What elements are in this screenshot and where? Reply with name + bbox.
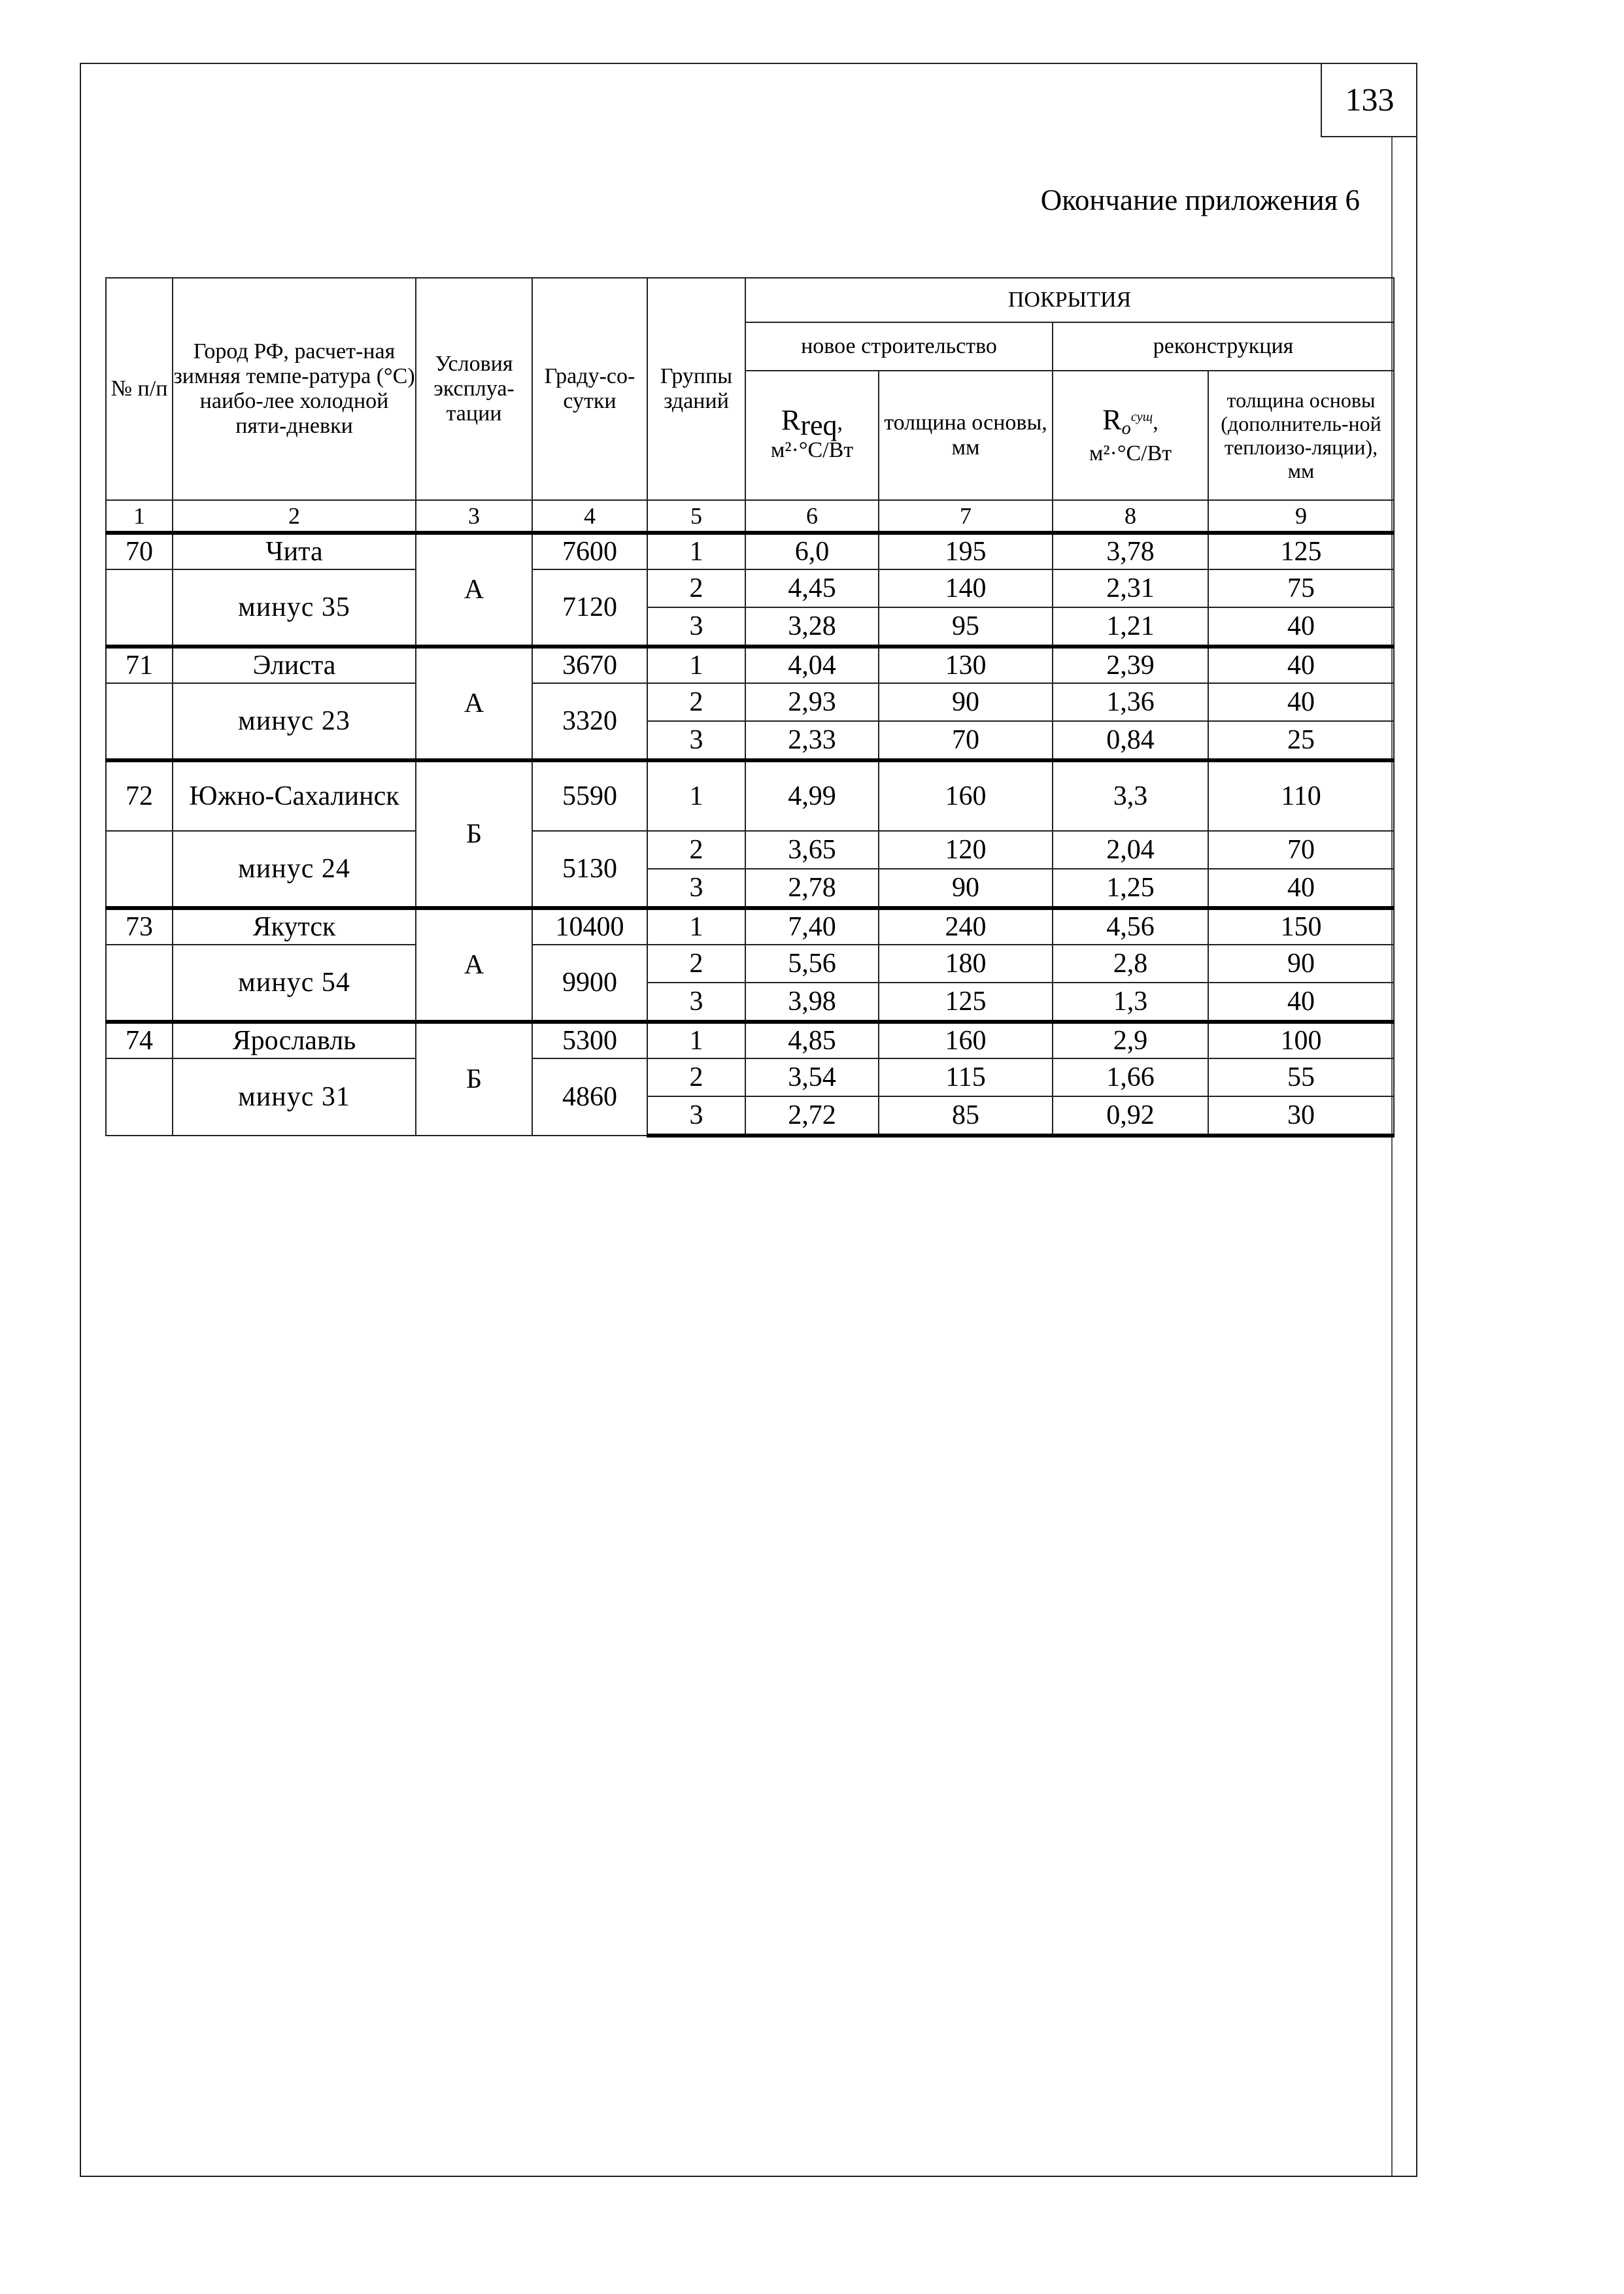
winter-temperature: минус 54 [173,945,416,1022]
thickness-reconstruction-value: 75 [1208,569,1394,607]
header-thickness-reconstruction: толщина основы (дополнитель-ной теплоизо-ляции), мм [1208,371,1394,500]
degree-days: 7120 [532,569,647,647]
r-existing-value: 2,39 [1053,647,1208,683]
r-existing-value: 2,8 [1053,945,1208,983]
thickness-reconstruction-value: 150 [1208,908,1394,945]
header-ro-existing: $R_o^{сущ}$, м²·°С/Вт [1053,371,1208,500]
r-existing-value: 4,56 [1053,908,1208,945]
row-number: 70 [106,533,173,569]
r-req-value: 2,93 [745,683,879,721]
header-new-construction: новое строительство [745,322,1053,371]
r-req-value: 4,99 [745,760,879,831]
row-number-empty [106,831,173,908]
thickness-new-value: 125 [879,983,1053,1022]
header-reconstruction: реконструкция [1053,322,1394,371]
winter-temperature: минус 31 [173,1058,416,1136]
thickness-reconstruction-value: 40 [1208,647,1394,683]
ro-units: м²·°С/Вт [1089,441,1172,466]
appendix-title: Окончание приложения 6 [1040,184,1360,216]
header-num: № п/п [106,278,173,500]
thickness-reconstruction-value: 100 [1208,1022,1394,1058]
table-row [106,760,1394,831]
ro-symbol: R [1102,403,1122,436]
building-group: 3 [647,983,745,1022]
thickness-new-value: 160 [879,1022,1053,1058]
building-group: 1 [647,908,745,945]
table-row [106,945,1394,983]
r-existing-value: 0,92 [1053,1096,1208,1136]
building-group: 2 [647,683,745,721]
degree-days: 9900 [532,945,647,1022]
header-rreq: $R_{req}$, м²·°С/Вт [745,371,879,500]
thickness-new-value: 160 [879,760,1053,831]
city-name: Якутск [173,908,416,945]
col-number: 6 [745,500,879,533]
thickness-new-value: 195 [879,533,1053,569]
thickness-new-value: 70 [879,721,1053,760]
building-group: 3 [647,869,745,908]
degree-days: 3670 [532,647,647,683]
r-existing-value: 2,9 [1053,1022,1208,1058]
thickness-new-value: 90 [879,869,1053,908]
building-group: 2 [647,945,745,983]
thickness-new-value: 95 [879,607,1053,647]
header-conditions: Условия эксплуа-тации [416,278,532,500]
building-group: 2 [647,1058,745,1096]
rreq-symbol: R [781,404,801,437]
ro-sub: o [1121,418,1131,439]
table-row [106,1058,1394,1096]
row-number-empty [106,1058,173,1136]
operating-conditions: Б [416,1022,532,1136]
thickness-reconstruction-value: 125 [1208,533,1394,569]
row-number-empty [106,683,173,760]
city-name: Элиста [173,647,416,683]
table-row [106,831,1394,869]
rreq-sub: req [800,409,837,441]
col-number: 7 [879,500,1053,533]
thickness-new-value: 130 [879,647,1053,683]
thickness-reconstruction-value: 40 [1208,983,1394,1022]
degree-days: 10400 [532,908,647,945]
r-existing-value: 0,84 [1053,721,1208,760]
building-group: 1 [647,647,745,683]
table-row [106,683,1394,721]
r-existing-value: 1,25 [1053,869,1208,908]
thickness-reconstruction-value: 25 [1208,721,1394,760]
r-existing-value: 2,04 [1053,831,1208,869]
degree-days: 7600 [532,533,647,569]
thickness-reconstruction-value: 55 [1208,1058,1394,1096]
thickness-reconstruction-value: 40 [1208,607,1394,647]
thickness-new-value: 90 [879,683,1053,721]
r-req-value: 2,33 [745,721,879,760]
table-row [106,1022,1394,1058]
col-number: 8 [1053,500,1208,533]
col-number: 9 [1208,500,1394,533]
operating-conditions: А [416,647,532,760]
r-req-value: 4,45 [745,569,879,607]
table-row [106,647,1394,683]
thickness-reconstruction-value: 110 [1208,760,1394,831]
col-number: 4 [532,500,647,533]
building-group: 3 [647,607,745,647]
header-building-groups: Группы зданий [647,278,745,500]
header-coverings: ПОКРЫТИЯ [745,278,1394,322]
building-group: 2 [647,831,745,869]
degree-days: 3320 [532,683,647,760]
thickness-reconstruction-value: 40 [1208,683,1394,721]
r-req-value: 5,56 [745,945,879,983]
r-req-value: 3,54 [745,1058,879,1096]
col-number: 2 [173,500,416,533]
header-thickness-new: толщина основы, мм [879,371,1053,500]
thickness-new-value: 180 [879,945,1053,983]
building-group: 2 [647,569,745,607]
row-number: 74 [106,1022,173,1058]
row-number: 71 [106,647,173,683]
thickness-new-value: 240 [879,908,1053,945]
building-group: 1 [647,533,745,569]
thickness-reconstruction-value: 30 [1208,1096,1394,1136]
r-req-value: 3,98 [745,983,879,1022]
col-number: 5 [647,500,745,533]
r-req-value: 3,65 [745,831,879,869]
r-req-value: 3,28 [745,607,879,647]
r-existing-value: 1,36 [1053,683,1208,721]
r-existing-value: 3,78 [1053,533,1208,569]
table-row [106,569,1394,607]
building-group: 3 [647,721,745,760]
header-degree-days: Граду-со-сутки [532,278,647,500]
col-number: 1 [106,500,173,533]
r-existing-value: 1,66 [1053,1058,1208,1096]
r-req-value: 2,78 [745,869,879,908]
operating-conditions: Б [416,760,532,908]
operating-conditions: А [416,908,532,1022]
col-number: 3 [416,500,532,533]
degree-days: 5590 [532,760,647,831]
header-city: Город РФ, расчет-ная зимняя темпе-ратура (°С) наибо-лее холодной пяти-дневки [173,278,416,500]
operating-conditions: А [416,533,532,647]
r-req-value: 7,40 [745,908,879,945]
rreq-units: м²·°С/Вт [770,437,854,462]
row-number-empty [106,945,173,1022]
r-existing-value: 1,21 [1053,607,1208,647]
coverings-table [105,277,1395,1138]
r-req-value: 4,04 [745,647,879,683]
r-existing-value: 2,31 [1053,569,1208,607]
thickness-new-value: 140 [879,569,1053,607]
building-group: 1 [647,760,745,831]
building-group: 1 [647,1022,745,1058]
row-number-empty [106,569,173,647]
winter-temperature: минус 24 [173,831,416,908]
column-number-row [106,500,1394,533]
degree-days: 5130 [532,831,647,908]
page-number: 133 [1321,63,1417,137]
building-group: 3 [647,1096,745,1136]
thickness-reconstruction-value: 40 [1208,869,1394,908]
winter-temperature: минус 23 [173,683,416,760]
thickness-reconstruction-value: 90 [1208,945,1394,983]
degree-days: 5300 [532,1022,647,1058]
thickness-new-value: 120 [879,831,1053,869]
thickness-new-value: 115 [879,1058,1053,1096]
row-number: 73 [106,908,173,945]
r-existing-value: 1,3 [1053,983,1208,1022]
r-req-value: 2,72 [745,1096,879,1136]
table-row [106,908,1394,945]
r-req-value: 4,85 [745,1022,879,1058]
ro-sup: сущ [1130,409,1153,424]
degree-days: 4860 [532,1058,647,1136]
table-row [106,533,1394,569]
r-existing-value: 3,3 [1053,760,1208,831]
city-name: Чита [173,533,416,569]
row-number: 72 [106,760,173,831]
city-name: Южно-Сахалинск [173,760,416,831]
city-name: Ярославль [173,1022,416,1058]
r-req-value: 6,0 [745,533,879,569]
thickness-new-value: 85 [879,1096,1053,1136]
thickness-reconstruction-value: 70 [1208,831,1394,869]
winter-temperature: минус 35 [173,569,416,647]
